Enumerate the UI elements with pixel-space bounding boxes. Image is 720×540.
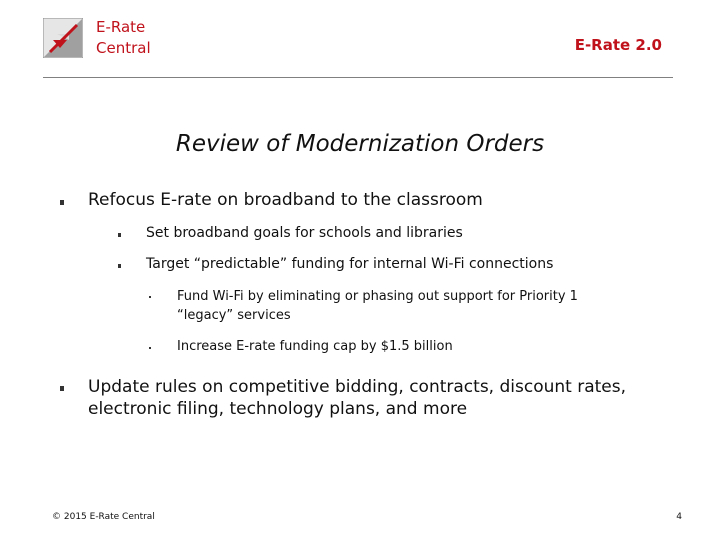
bullet-marker xyxy=(60,200,64,205)
header-divider xyxy=(43,77,673,78)
bullet-line: electronic filing, technology plans, and more xyxy=(88,399,468,419)
bullet-line: Update rules on competitive bidding, contracts, discount rates, xyxy=(88,377,627,397)
slide-title: Review of Modernization Orders xyxy=(175,131,545,157)
brand-name-line2: Central xyxy=(96,39,151,57)
sub-sub-bullet-line: Fund Wi-Fi by eliminating or phasing out support for Priority 1 xyxy=(177,289,578,304)
sub-sub-bullet-item: Increase E-rate funding cap by $1.5 billion xyxy=(177,339,453,354)
bullet-item xyxy=(88,376,626,420)
sub-bullet-item: Set broadband goals for schools and libraries xyxy=(146,225,463,241)
sub-sub-bullet-line: “legacy” services xyxy=(177,308,291,323)
page-number: 4 xyxy=(676,512,682,522)
header-title: E-Rate 2.0 xyxy=(574,36,662,54)
bullet-item: Refocus E-rate on broadband to the classroom xyxy=(88,190,483,210)
sub-bullet-item: Target “predictable” funding for internal Wi-Fi connections xyxy=(146,256,554,272)
sub-sub-bullet-marker xyxy=(149,296,151,298)
brand-name-line1: E-Rate xyxy=(96,18,146,36)
footer-copyright: © 2015 E-Rate Central xyxy=(52,512,155,522)
brand-name xyxy=(96,17,151,59)
sub-bullet-marker xyxy=(118,233,121,237)
sub-sub-bullet-item xyxy=(177,287,578,325)
e-rate-central-logo-icon xyxy=(43,18,83,58)
sub-bullet-marker xyxy=(118,264,121,268)
bullet-marker xyxy=(60,386,64,391)
sub-sub-bullet-marker xyxy=(149,347,151,349)
